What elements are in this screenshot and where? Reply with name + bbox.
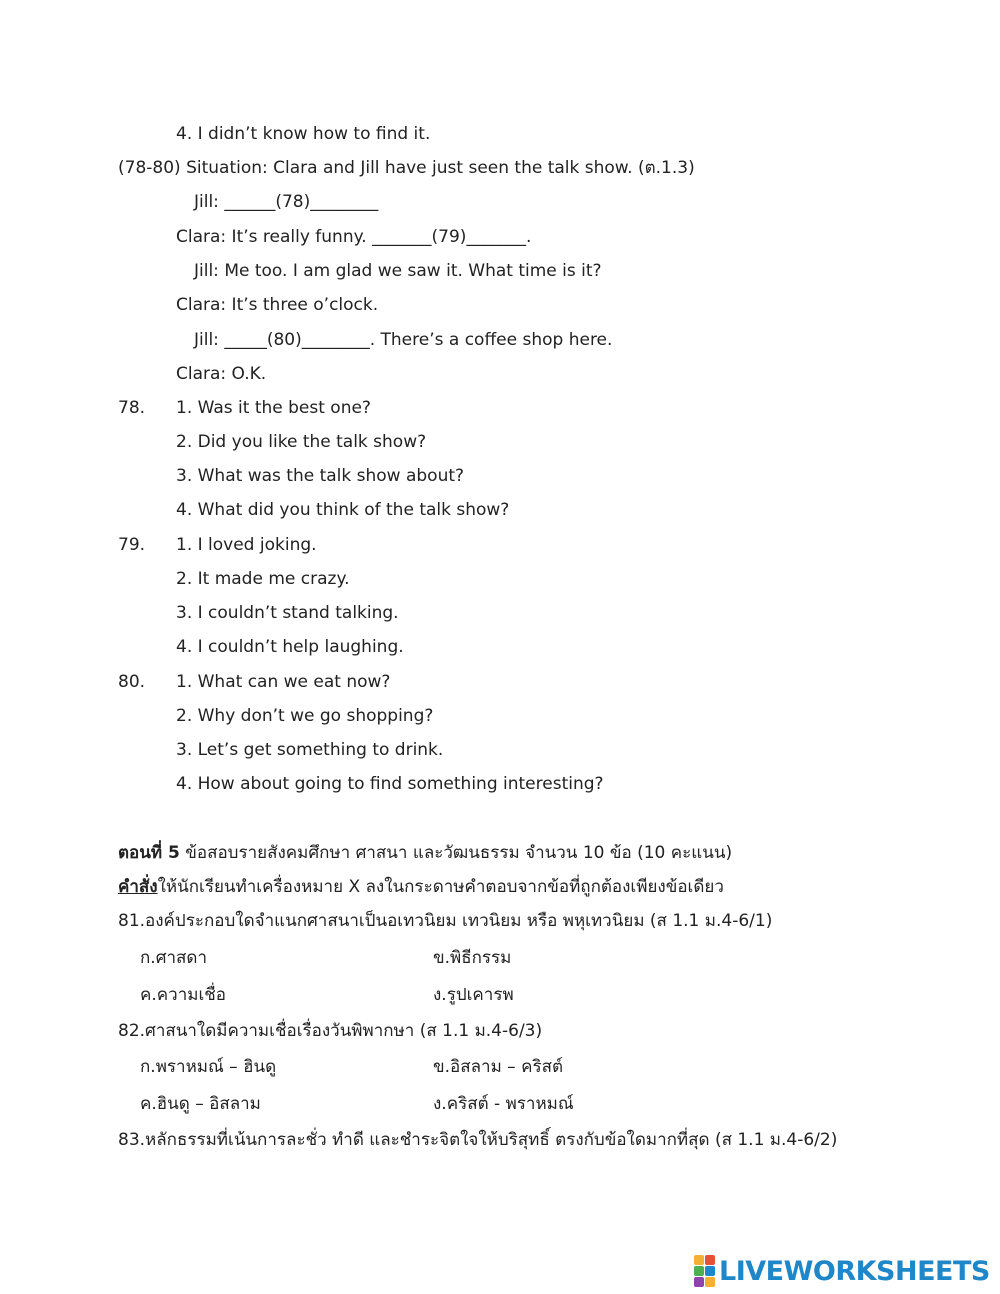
option: 2. Did you like the talk show? xyxy=(176,432,427,452)
dialogue-line: Clara: It’s really funny. _______(79)_______. xyxy=(176,227,532,247)
situation-heading: (78-80) Situation: Clara and Jill have just seen the talk show. (ต.1.3) xyxy=(118,158,695,178)
question-83: 83.หลักธรรมที่เน้นการละชั่ว ทำดี และชำระจิตใจให้บริสุทธิ์ ตรงกับข้อใดมากที่สุด (ส 1.1 ม.4-6/2) xyxy=(118,1130,838,1150)
liveworksheets-logo xyxy=(694,1256,990,1286)
instruction-label: คำสั่ง xyxy=(118,877,158,897)
dialogue-line: Jill: ______(78)________ xyxy=(194,192,379,212)
option: 1. Was it the best one? xyxy=(176,398,371,418)
option: 4. How about going to find something interesting? xyxy=(176,774,604,794)
option: ข.พิธีกรรม xyxy=(433,948,512,968)
dialogue-line: Jill: Me too. I am glad we saw it. What time is it? xyxy=(194,261,602,281)
question-81: 81.องค์ประกอบใดจำแนกศาสนาเป็นอเทวนิยม เทวนิยม หรือ พหุเทวนิยม (ส 1.1 ม.4-6/1) xyxy=(118,911,773,931)
text-line: 4. I didn’t know how to find it. xyxy=(176,124,431,144)
instruction-text: ให้นักเรียนทำเครื่องหมาย X ลงในกระดาษคำตอบจากข้อที่ถูกต้องเพียงข้อเดียว xyxy=(157,877,724,897)
question-number: 78. xyxy=(118,398,146,418)
question-number: 79. xyxy=(118,535,146,555)
question-number: 80. xyxy=(118,672,146,692)
section-heading xyxy=(118,843,732,863)
option: 2. Why don’t we go shopping? xyxy=(176,706,434,726)
option: ข.อิสลาม – คริสต์ xyxy=(433,1057,564,1077)
section-heading-label: ตอนที่ 5 xyxy=(118,843,180,863)
dialogue-line: Clara: It’s three o’clock. xyxy=(176,295,379,315)
option: ค.ฮินดู – อิสลาม xyxy=(140,1094,261,1114)
dialogue-line: Clara: O.K. xyxy=(176,364,267,384)
option: 4. I couldn’t help laughing. xyxy=(176,637,404,657)
option: 3. I couldn’t stand talking. xyxy=(176,603,399,623)
option: ก.ศาสดา xyxy=(140,948,207,968)
option: 3. What was the talk show about? xyxy=(176,466,465,486)
option: 2. It made me crazy. xyxy=(176,569,350,589)
logo-icon xyxy=(694,1255,715,1287)
option: ง.รูปเคารพ xyxy=(433,985,514,1005)
option: ค.ความเชื่อ xyxy=(140,985,227,1005)
dialogue-line: Jill: _____(80)________. There’s a coffee shop here. xyxy=(194,330,613,350)
question-82: 82.ศาสนาใดมีความเชื่อเรื่องวันพิพากษา (ส 1.1 ม.4-6/3) xyxy=(118,1021,543,1041)
option: 1. What can we eat now? xyxy=(176,672,391,692)
logo-text: LIVEWORKSHEETS xyxy=(719,1255,990,1287)
option: 3. Let’s get something to drink. xyxy=(176,740,444,760)
option: ก.พราหมณ์ – ฮินดู xyxy=(140,1057,277,1077)
option: 4. What did you think of the talk show? xyxy=(176,500,510,520)
section-heading-text: ข้อสอบรายสังคมศึกษา ศาสนา และวัฒนธรรม จำนวน 10 ข้อ (10 คะแนน) xyxy=(179,843,733,863)
option: 1. I loved joking. xyxy=(176,535,317,555)
option: ง.คริสต์ - พราหมณ์ xyxy=(433,1094,574,1114)
section-instruction xyxy=(118,877,724,897)
